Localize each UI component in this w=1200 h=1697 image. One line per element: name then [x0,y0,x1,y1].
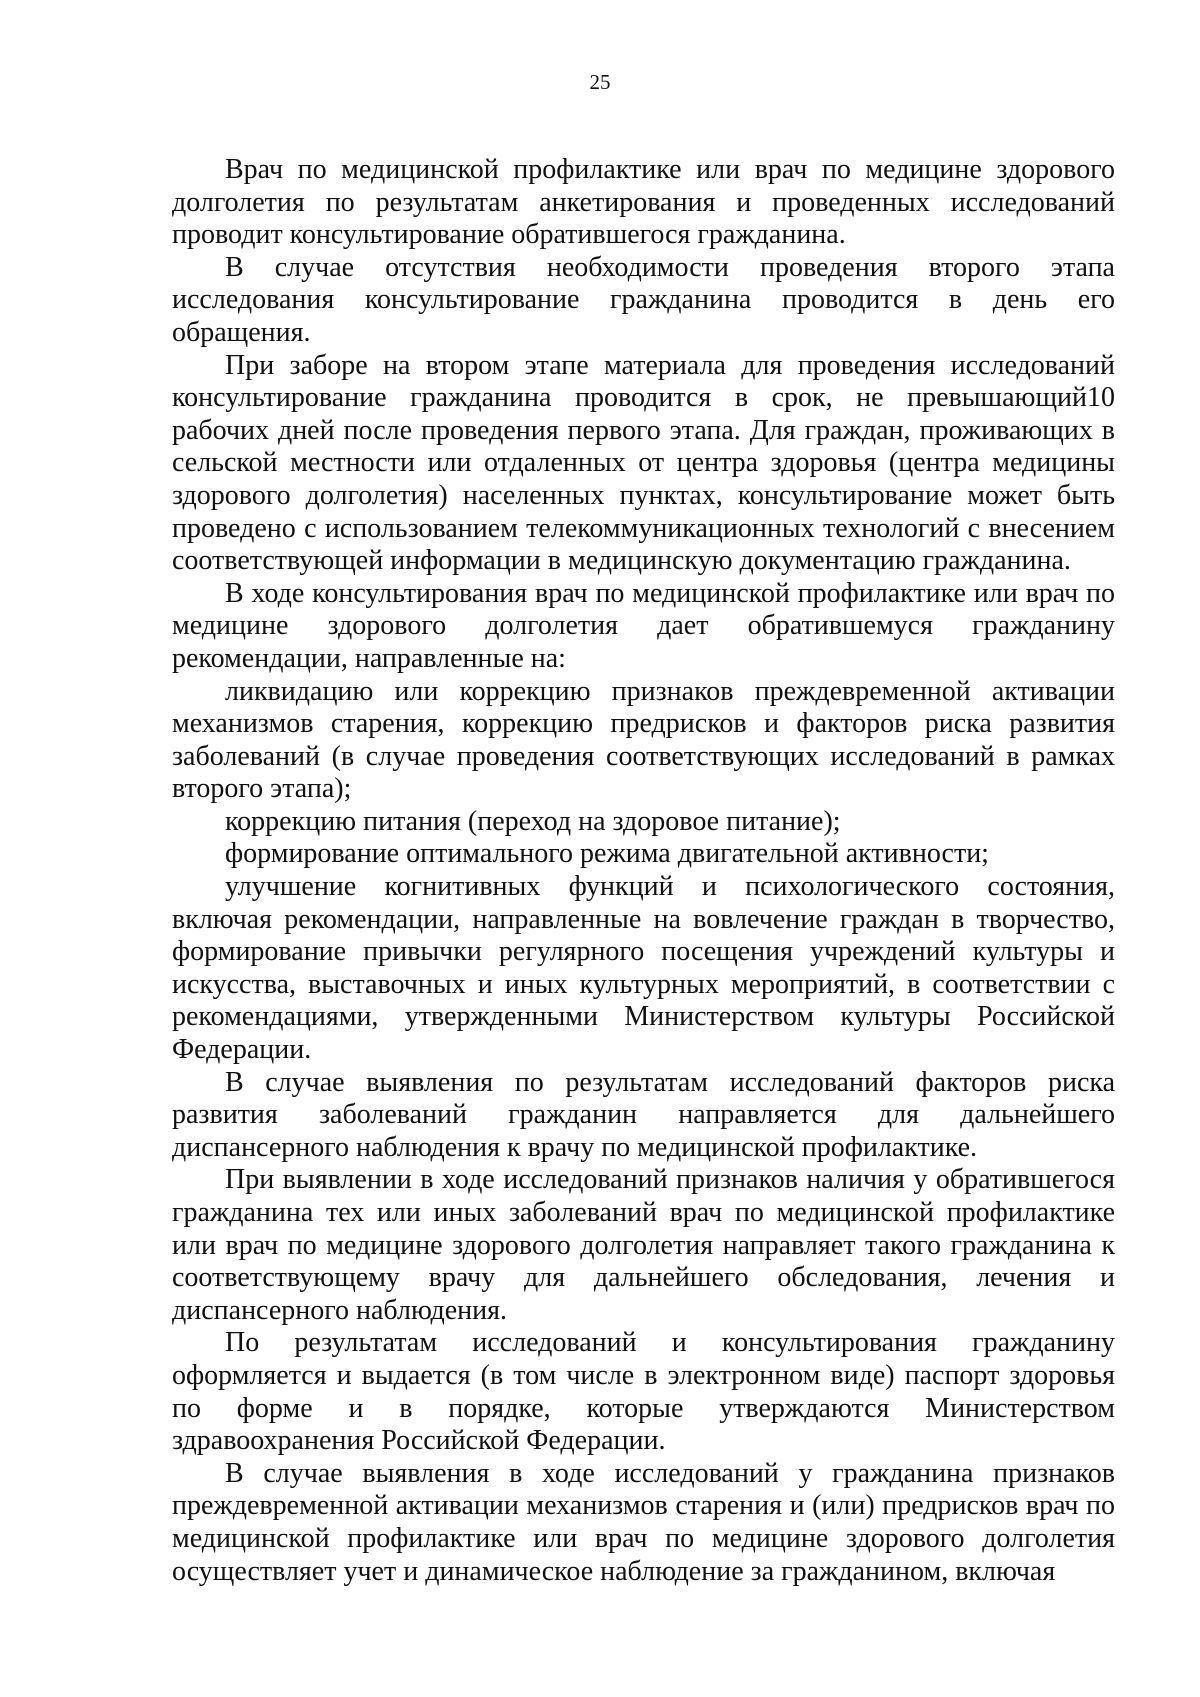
document-body [172,154,1115,1588]
paragraph: При заборе на втором этапе материала для проведения исследований консультирование гражданина проводится в срок, не превышающий10 рабочих дней после проведения первого этапа. Для граждан, проживающих в сельской местности или отдаленных от центра здоровья (центра медицины здорового долголетия) населенных пунктах, консультирование может быть проведено с использованием телекоммуникационных технологий с внесением соответствующей информации в медицинскую документацию гражданина. [172,349,1115,577]
paragraph: В ходе консультирования врач по медицинской профилактике или врач по медицине здорового долголетия дает обратившемуся гражданину рекомендации, направленные на: [172,577,1115,674]
paragraph: Врач по медицинской профилактике или врач по медицине здорового долголетия по результатам анкетирования и проведенных исследований проводит консультирование обратившегося гражданина. [172,154,1115,251]
paragraph: В случае отсутствия необходимости проведения второго этапа исследования консультирование гражданина проводится в день его обращения. [172,251,1115,348]
paragraph: По результатам исследований и консультирования гражданину оформляется и выдается (в том числе в электронном виде) паспорт здоровья по форме и в порядке, которые утверждаются Министерством здравоохранения Российской Федерации. [172,1327,1115,1457]
paragraph: При выявлении в ходе исследований признаков наличия у обратившегося гражданина тех или иных заболеваний врач по медицинской профилактике или врач по медицине здорового долголетия направляет такого гражданина к соответствующему врачу для дальнейшего обследования, лечения и диспансерного наблюдения. [172,1164,1115,1326]
paragraph: В случае выявления в ходе исследований у гражданина признаков преждевременной активации механизмов старения и (или) предрисков врач по медицинской профилактике или врач по медицине здорового долголетия осуществляет учет и динамическое наблюдение за гражданином, включая [172,1457,1115,1587]
list-item: улучшение когнитивных функций и психологического состояния, включая рекомендации, направленные на вовлечение граждан в творчество, формирование привычки регулярного посещения учреждений культуры и искусства, выставочных и иных культурных мероприятий, в соответствии с рекомендациями, утвержденными Министерством культуры Российской Федерации. [172,871,1115,1066]
page-number: 25 [589,70,611,94]
list-item: ликвидацию или коррекцию признаков преждевременной активации механизмов старения, коррекцию предрисков и факторов риска развития заболеваний (в случае проведения соответствующих исследований в рамках второго этапа); [172,675,1115,805]
paragraph: В случае выявления по результатам исследований факторов риска развития заболеваний гражданин направляется для дальнейшего диспансерного наблюдения к врачу по медицинской профилактике. [172,1066,1115,1163]
list-item: коррекцию питания (переход на здоровое питание); [225,805,841,837]
list-item: формирование оптимального режима двигательной активности; [225,838,989,870]
